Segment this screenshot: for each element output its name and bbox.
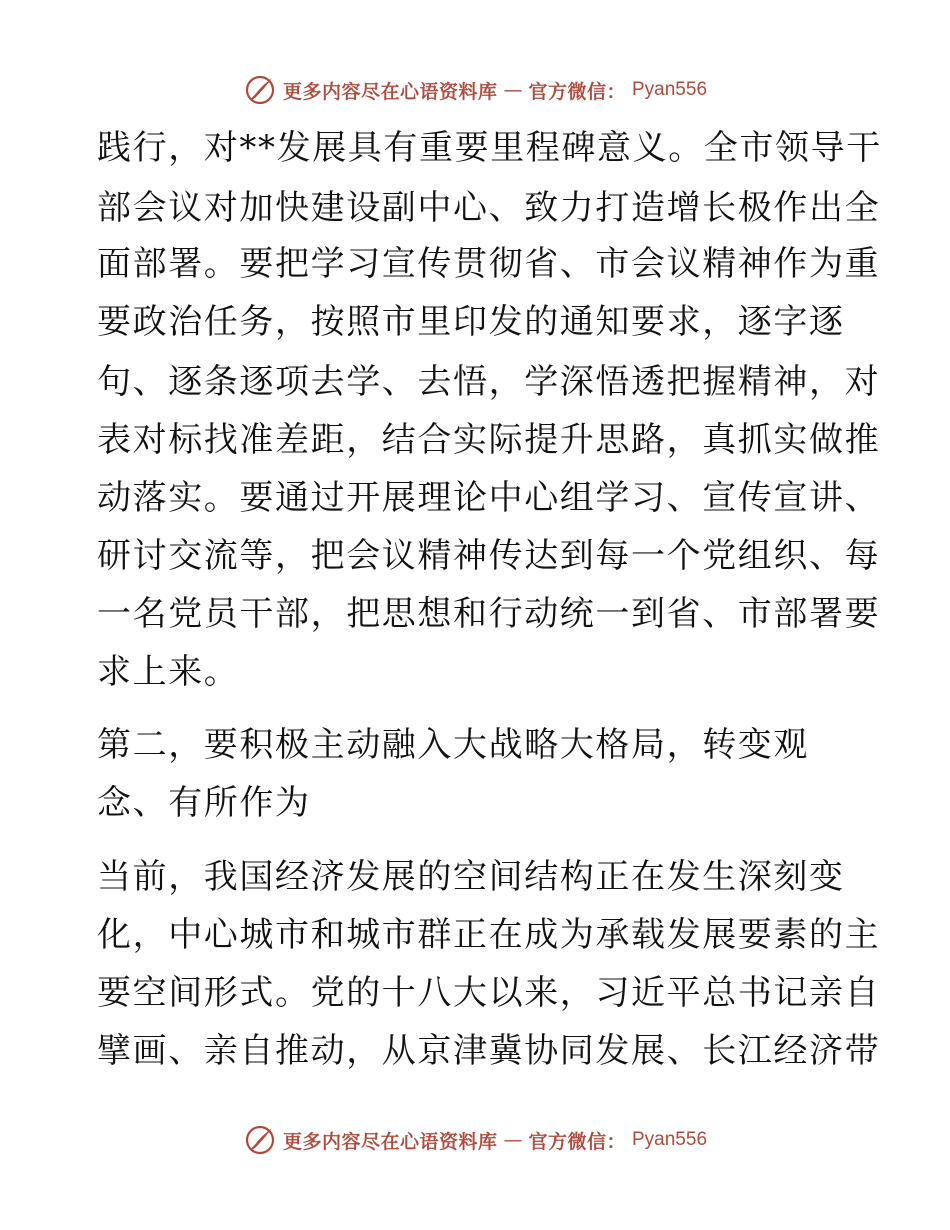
text-line: 表对标找准差距，结合实际提升思路，真抓实做推 [97, 420, 881, 460]
text-line: 化，中心城市和城市群正在成为承载发展要素的主 [97, 915, 881, 955]
text-line: 要空间形式。党的十八大以来，习近平总书记亲自 [97, 973, 881, 1013]
section-heading-line: 念、有所作为 [97, 783, 311, 823]
text-line: 践行，对**发展具有重要里程碑意义。全市领导干 [97, 128, 882, 168]
text-line: 句、逐条逐项去学、去悟，学深悟透把握精神，对 [97, 362, 881, 402]
quill-logo-icon [243, 1123, 277, 1157]
watermark-dash: — [503, 79, 523, 101]
section-heading-line: 第二，要积极主动融入大战略大格局，转变观 [97, 725, 809, 765]
watermark-dash: — [503, 1129, 523, 1151]
watermark-account-label: 官方微信： [528, 80, 626, 103]
watermark-text: 更多内容尽在心语资料库 [282, 80, 498, 103]
text-line: 面部署。要把学习宣传贯彻省、市会议精神作为重 [97, 244, 881, 284]
watermark-text: 更多内容尽在心语资料库 [282, 1130, 498, 1153]
watermark-account-label: 官方微信： [528, 1130, 626, 1153]
text-line: 求上来。 [97, 652, 240, 692]
footer-watermark [0, 1120, 950, 1160]
text-line: 动落实。要通过开展理论中心组学习、宣传宣讲、 [97, 478, 881, 518]
watermark-account-id: Pyan556 [632, 1129, 708, 1150]
text-line: 研讨交流等，把会议精神传达到每一个党组织、每 [97, 536, 881, 576]
quill-logo-icon [243, 73, 277, 107]
text-line: 部会议对加快建设副中心、致力打造增长极作出全 [97, 188, 881, 228]
text-line: 要政治任务，按照市里印发的通知要求，逐字逐 [97, 302, 845, 342]
text-line: 一名党员干部，把思想和行动统一到省、市部署要 [97, 594, 881, 634]
text-line: 当前，我国经济发展的空间结构正在发生深刻变 [97, 857, 845, 897]
text-line: 擘画、亲自推动，从京津冀协同发展、长江经济带 [97, 1031, 881, 1071]
header-watermark [0, 70, 950, 110]
watermark-account-id: Pyan556 [632, 79, 708, 100]
